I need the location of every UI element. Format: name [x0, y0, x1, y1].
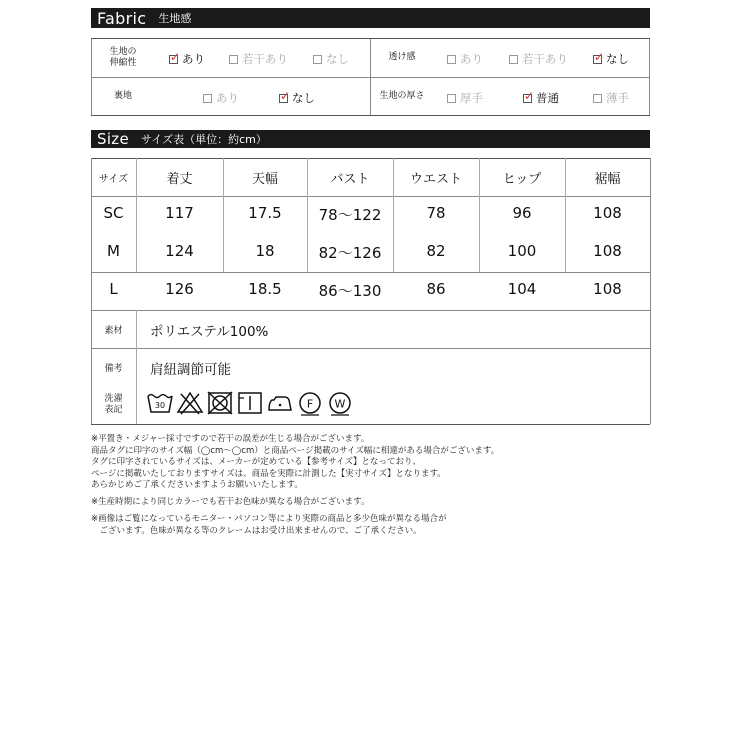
- notes-block-monitor: [91, 514, 651, 537]
- checked-box-icon: [593, 55, 602, 64]
- note-line: ページに掲載いたしておりますサイズは、商品を実際に計測した【実寸サイズ】となります。: [91, 468, 446, 479]
- size-name-cell: SC: [103, 204, 124, 222]
- size-value-cell: 17.5: [248, 204, 282, 222]
- wash-care-label-line: 洗濯: [104, 394, 123, 404]
- fabric-option-checkbox: [447, 90, 483, 106]
- size-value-cell: 124: [165, 242, 194, 260]
- note-line: ございます。色味が異なる等のクレームはお受け出来ませんので、ご了承ください。: [91, 525, 422, 536]
- fabric-title-en: Fabric: [97, 8, 147, 28]
- checked-box-icon: [523, 94, 532, 103]
- fabric-option-label: あり: [460, 52, 483, 66]
- wash-care-label-line: 表記: [104, 405, 123, 415]
- unchecked-box-icon: [203, 94, 212, 103]
- fabric-label-line: 裏地: [113, 91, 132, 101]
- measure-column-header: 着丈: [166, 172, 193, 187]
- fabric-option-checkbox: [203, 90, 239, 106]
- fabric-row-2: [91, 77, 650, 116]
- unchecked-box-icon: [509, 55, 518, 64]
- table-border: [650, 158, 651, 424]
- unchecked-box-icon: [447, 55, 456, 64]
- fabric-option-label: 若干あり: [522, 52, 568, 66]
- table-divider: [91, 310, 650, 311]
- fabric-option-label: なし: [292, 91, 315, 105]
- drip-dry-icon: [236, 390, 264, 418]
- table-divider: [91, 424, 650, 425]
- remarks-label: 備考: [104, 364, 123, 374]
- fabric-option-checkbox: [593, 51, 629, 67]
- fabric-table: [91, 38, 650, 116]
- size-value-cell: 100: [507, 242, 537, 260]
- note-line: ※画像はご覧になっているモニター・パソコン等により実際の商品と多少色味が異なる場合が: [91, 514, 447, 524]
- fabric-option-label: 厚手: [460, 91, 483, 105]
- fabric-option-checkbox: [523, 90, 559, 106]
- remarks-value: 肩紐調節可能: [150, 362, 231, 378]
- fabric-option-checkbox: [509, 51, 568, 67]
- note-line: ※平置き・メジャー採寸ですので若干の誤差が生じる場合がございます。: [91, 434, 370, 444]
- wash-care-icons: [146, 390, 354, 418]
- unchecked-box-icon: [229, 55, 238, 64]
- wet-clean-w-icon: [326, 390, 354, 418]
- unchecked-box-icon: [313, 55, 322, 64]
- note-line: ※生産時期により同じカラーでも若干お色味が異なる場合がございます。: [91, 497, 370, 507]
- notes-block-color: [91, 497, 651, 509]
- size-value-cell: 108: [593, 280, 622, 298]
- fabric-option-checkbox: [279, 90, 315, 106]
- size-value-cell: 82: [426, 242, 446, 260]
- label-column-divider: [136, 310, 137, 424]
- fabric-option-label: なし: [326, 52, 349, 66]
- fabric-label-right: [374, 91, 430, 102]
- size-title-ja: サイズ表（単位：約cm）: [141, 133, 267, 146]
- fabric-label-left: [93, 91, 153, 102]
- fabric-option-label: 若干あり: [242, 52, 288, 66]
- fabric-title-ja: 生地感: [158, 12, 192, 25]
- table-divider: [91, 196, 650, 197]
- measure-column-header: バスト: [330, 172, 370, 187]
- size-value-cell: 78: [426, 204, 446, 222]
- unchecked-box-icon: [593, 94, 602, 103]
- fabric-option-label: 薄手: [606, 91, 629, 105]
- table-divider: [91, 272, 650, 273]
- fabric-option-label: あり: [216, 91, 239, 105]
- size-value-cell: 18: [255, 242, 275, 260]
- note-line: あらかじめご了承くださいますようお願いいたします。: [91, 480, 303, 490]
- wash-icon-text: 30: [154, 401, 166, 410]
- size-value-cell: 86: [426, 280, 446, 298]
- size-title-en: Size: [97, 130, 129, 148]
- wash-30-icon: [146, 390, 174, 418]
- table-divider: [91, 348, 650, 349]
- wash-care-label: [91, 394, 136, 416]
- fabric-option-checkbox: [447, 51, 483, 67]
- size-name-cell: L: [109, 280, 118, 298]
- no-tumble-dry-icon: [206, 390, 234, 418]
- fabric-label-line: 生地の: [109, 47, 137, 57]
- table-divider: [91, 158, 650, 159]
- size-column-header: サイズ: [98, 174, 129, 185]
- size-header-bar: [91, 130, 650, 148]
- fabric-label-line: 生地の厚さ: [379, 91, 425, 101]
- size-value-cell: 78〜122: [318, 206, 382, 224]
- measure-column-header: ウエスト: [409, 172, 462, 187]
- fabric-label-left: [93, 47, 153, 69]
- fabric-option-checkbox: [313, 51, 349, 67]
- size-name-cell: M: [107, 242, 120, 260]
- size-value-cell: 18.5: [248, 280, 282, 298]
- size-value-cell: 126: [165, 280, 194, 298]
- notes-block-measurement: [91, 434, 651, 492]
- fabric-option-checkbox: [593, 90, 629, 106]
- fabric-option-label: なし: [606, 52, 629, 66]
- wash-icon-text: F: [306, 397, 314, 411]
- fabric-option-label: 普通: [536, 91, 559, 105]
- dry-clean-f-icon: [296, 390, 324, 418]
- measure-column-header: 天幅: [251, 172, 278, 187]
- note-line: タグに印字されているサイズは、メーカーが定めている【参考サイズ】となっており、: [91, 457, 421, 467]
- fabric-option-label: あり: [182, 52, 205, 66]
- size-value-cell: 104: [507, 280, 537, 298]
- unchecked-box-icon: [447, 94, 456, 103]
- checked-box-icon: [169, 55, 178, 64]
- size-value-cell: 96: [512, 204, 532, 222]
- measure-column-header: ヒップ: [502, 172, 542, 187]
- no-bleach-icon: [176, 390, 204, 418]
- material-value: ポリエステル100%: [150, 324, 269, 340]
- iron-low-icon: [266, 390, 294, 418]
- fabric-label-line: 透け感: [388, 52, 416, 62]
- size-value-cell: 117: [165, 204, 194, 222]
- size-value-cell: 82〜126: [318, 244, 382, 262]
- wash-icon-text: W: [334, 397, 346, 411]
- fabric-label-line: 伸縮性: [109, 58, 137, 68]
- fabric-header-bar: [91, 8, 650, 28]
- size-value-cell: 86〜130: [318, 282, 382, 300]
- fabric-label-right: [374, 52, 430, 63]
- size-value-cell: 108: [593, 242, 622, 260]
- fabric-option-checkbox: [229, 51, 288, 67]
- checked-box-icon: [279, 94, 288, 103]
- material-label: 素材: [104, 326, 123, 336]
- fabric-option-checkbox: [169, 51, 205, 67]
- size-value-cell: 108: [593, 204, 622, 222]
- measure-column-header: 裾幅: [594, 172, 621, 187]
- fabric-row-1: [91, 39, 650, 77]
- note-line: 商品タグに印字のサイズ幅（◯cm〜◯cm）と商品ページ掲載のサイズ幅に相違がある場合がございます。: [91, 445, 500, 456]
